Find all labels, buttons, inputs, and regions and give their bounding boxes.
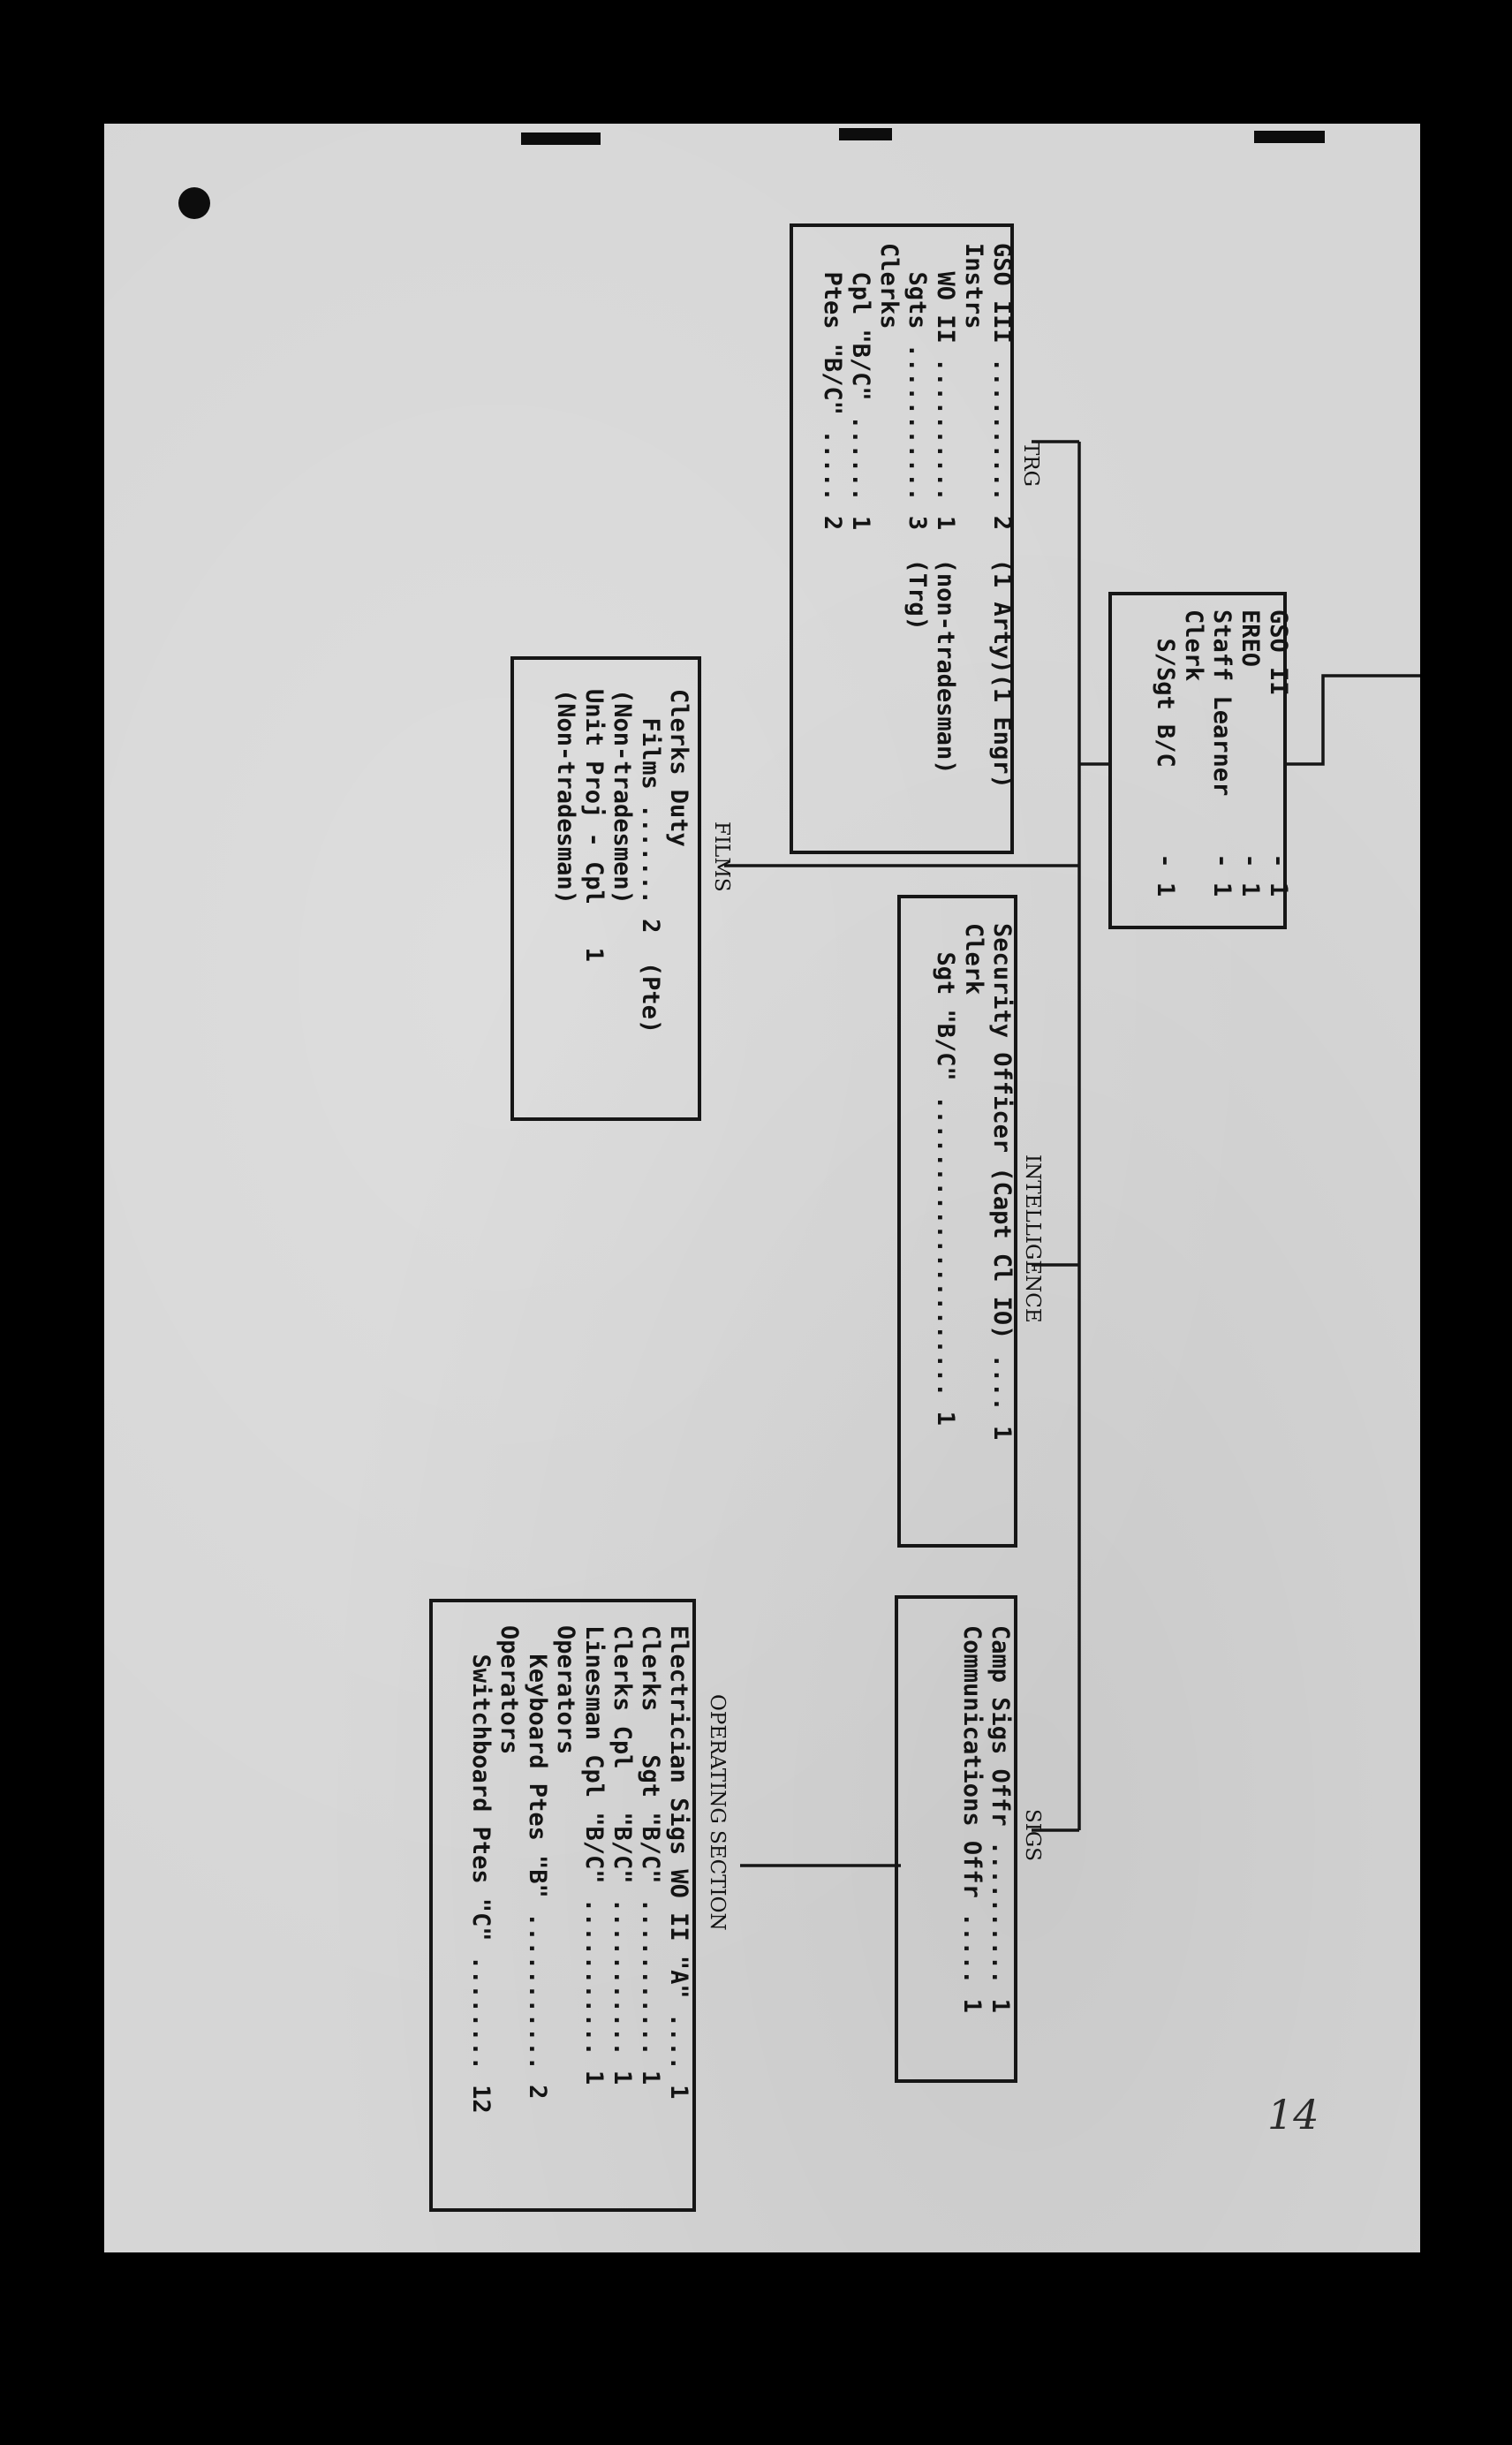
operating-section [431,1601,729,2210]
trg-line: Cpl "B/C" ...... 1 [847,243,874,531]
operating-line: Operators [495,1625,523,1755]
connector-to-parent [1286,676,1420,764]
page-number-handwritten: 14 [1267,2091,1319,2138]
trg-line: GSO III .......... 2 (1 Arty)(1 Engr) [988,243,1016,789]
operating-line: Switchboard Ptes "C" ........ 12 [467,1625,495,2114]
films-line: Unit Proj - Cpl 1 [580,689,608,962]
sigs-line: Communications Offr ..... 1 [958,1625,986,2013]
trg-line: Instrs [960,243,987,329]
operating-line: Operators [552,1625,579,1755]
top-box-line: Staff Learner - 1 [1208,609,1236,897]
operating-line: Linesman Cpl "B/C" ........... 1 [580,1625,608,2085]
films-line: Films ....... 2 (Pte) [637,689,664,1034]
punch-hole-mark [178,187,210,219]
operating-line: Clerks Cpl "B/C" ........... 1 [609,1625,636,2085]
operating-heading: OPERATING SECTION [706,1694,729,1931]
intelligence-heading: INTELLIGENCE [1021,1154,1044,1323]
sigs-line: Camp Sigs Offr .......... 1 [987,1625,1014,2013]
trg-section [791,225,1042,852]
operating-line: Keyboard Ptes "B" ........... 2 [524,1625,551,2100]
top-box-line: Clerk [1180,609,1207,682]
intelligence-line: Security Officer (Capt Cl IO) .... 1 [988,923,1016,1441]
top-edge-mark [1254,131,1325,143]
intelligence-line: Sgt "B/C" ..................... 1 [932,923,959,1426]
intelligence-section [899,897,1044,1546]
films-line: (Non-tradesman) [552,689,579,905]
top-edge-mark [839,128,892,140]
top-box [1110,594,1292,927]
top-box-line: EREO - 1 [1236,609,1264,897]
sigs-heading: SIGS [1021,1809,1044,1861]
operating-line: Electrician Sigs WO II "A" .... 1 [665,1625,692,2100]
top-box-line: GSO II - 1 [1265,609,1292,897]
trg-line: WO II .......... 1 (non-tradesman) [932,243,959,775]
intelligence-line: Clerk [960,923,987,995]
trg-heading: TRG [1019,442,1042,488]
films-line: (Non-tradesmen) [609,689,636,905]
trg-line: Sgts ........... 3 (Trg) [903,243,931,631]
sigs-section [896,1597,1044,2081]
films-section [512,658,733,1119]
films-line: Clerks Duty [665,689,692,847]
top-box-line: S/Sgt B/C - 1 [1152,609,1179,897]
operating-line: Clerks Sgt "B/C" ........... 1 [637,1625,664,2085]
trg-line: Ptes "B/C" ..... 2 [819,243,846,531]
top-edge-mark [521,132,601,145]
trg-line: Clerks [875,243,903,329]
films-heading: FILMS [710,821,733,892]
